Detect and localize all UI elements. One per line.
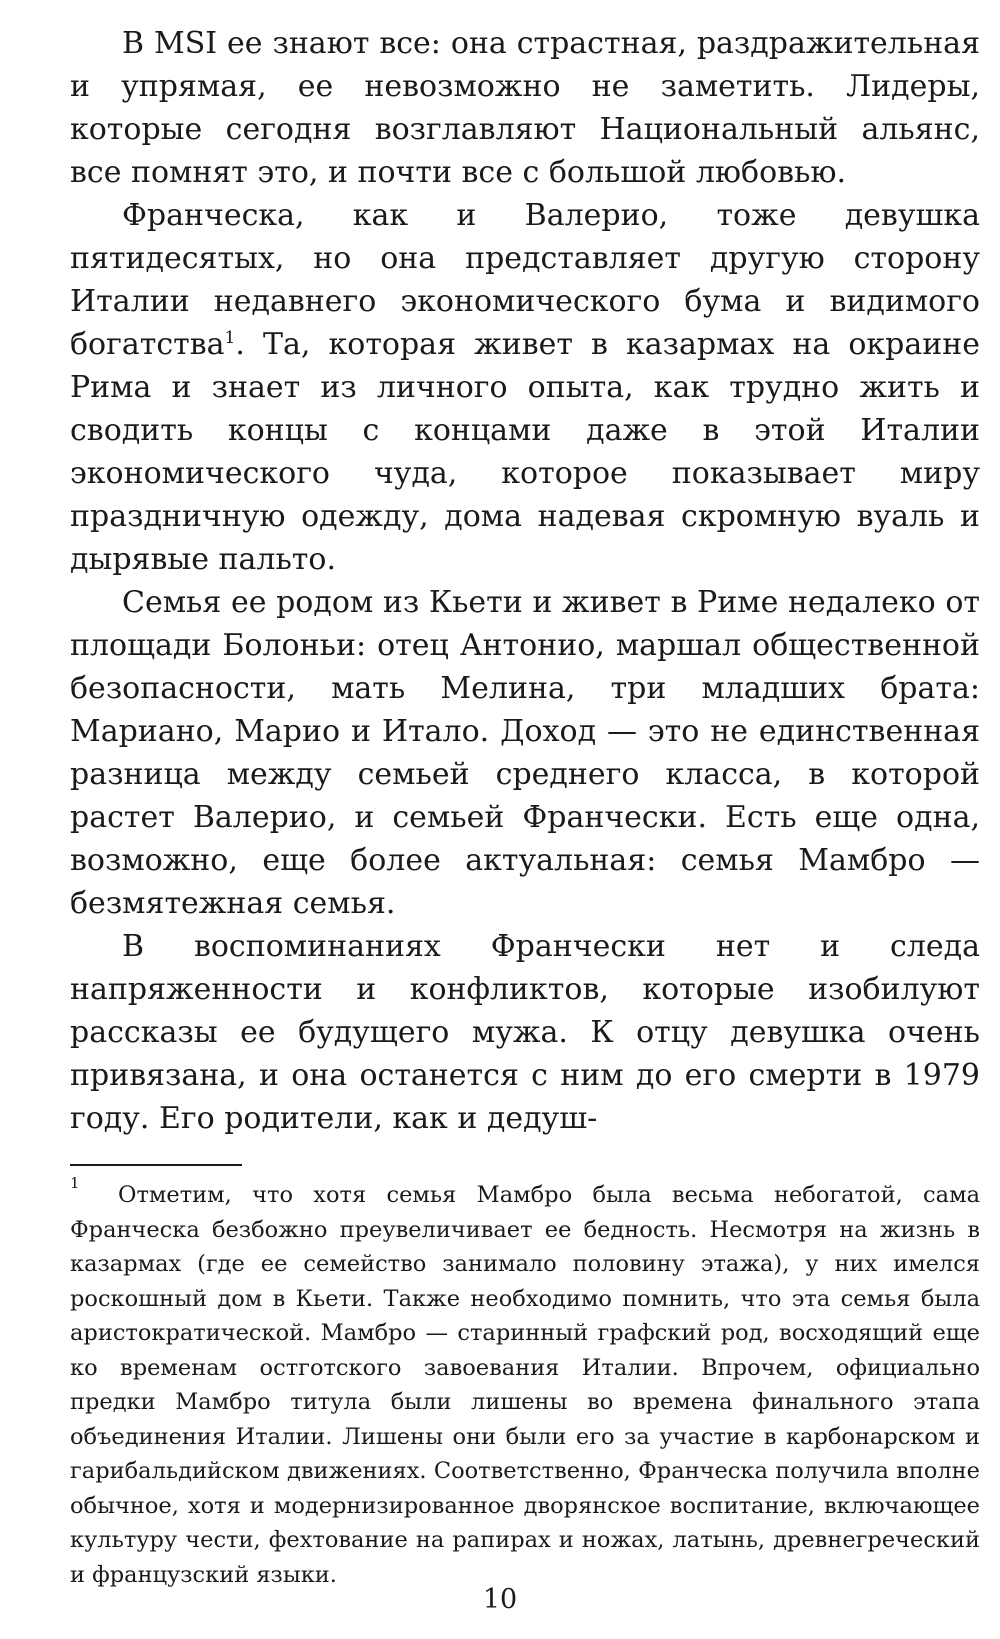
paragraph-2-text: Франческа, как и Валерио, тоже девушка пятидесятых, но она представляет другую сторону Италии недавнего экономического бума и видимого богатства (70, 198, 980, 362)
paragraph-3: Семья ее родом из Кьети и живет в Риме недалеко от площади Болоньи: отец Антонио, маршал общественной безопасности, мать Мелина, три младших брата: Мариано, Марио и Итало. Доход — это не единственная разница между семьей среднего класса, в которой растет Валерио, и семьей Франчески. Есть еще одна, возможно, еще более актуальная: семья Мамбро — безмятежная семья. (70, 585, 980, 921)
paragraph-4: В воспоминаниях Франчески нет и следа напряженности и конфликтов, которые изобилуют рассказы ее будущего мужа. К отцу девушка очень привязана, и она останется с ним до его смерти в 1979 году. Его родители, как и дедуш- (70, 929, 980, 1136)
footnote-divider (70, 1164, 242, 1166)
book-page (70, 22, 980, 1592)
paragraph-1: В MSI ее знают все: она страстная, раздражительная и упрямая, ее невозможно не заметить. Лидеры, которые сегодня возглавляют Национальный альянс, все помнят это, и почти все с большой любовью. (70, 26, 980, 190)
paragraph-2-tail: . Та, которая живет в казармах на окраине Рима и знает из личного опыта, как трудно жить и сводить концы с концами даже в этой Италии экономического чуда, которое показывает миру праздничную одежду, дома надевая скромную вуаль и дырявые пальто. (70, 327, 980, 577)
footnote-text: Отметим, что хотя семья Мамбро была весьма небогатой, сама Франческа безбожно преувеличивает ее бедность. Несмотря на жизнь в казармах (где ее семейство занимало половину этажа), у них имелся роскошный дом в Кьети. Также необходимо помнить, что эта семья была аристократической. Мамбро — старинный графский род, восходящий еще ко временам остготского завоевания Италии. Впрочем, официально предки Мамбро титула были лишены во времена финального этапа объединения Италии. Лишены они были его за участие в карбонарском и гарибальдийском движениях. Соответственно, Франческа получила вполне обычное, хотя и модернизированное дворянское воспитание, включающее культуру чести, фехтование на рапирах и ножах, латынь, древнегреческий и французский языки. (70, 1182, 980, 1588)
footnote-paragraph (70, 1174, 980, 1592)
footnote (70, 1174, 980, 1592)
main-text (70, 22, 980, 1140)
paragraph-2 (70, 194, 980, 581)
footnote-reference[interactable]: 1 (224, 328, 236, 348)
page-number: 10 (482, 1584, 518, 1615)
footnote-number: 1 (70, 1174, 80, 1192)
